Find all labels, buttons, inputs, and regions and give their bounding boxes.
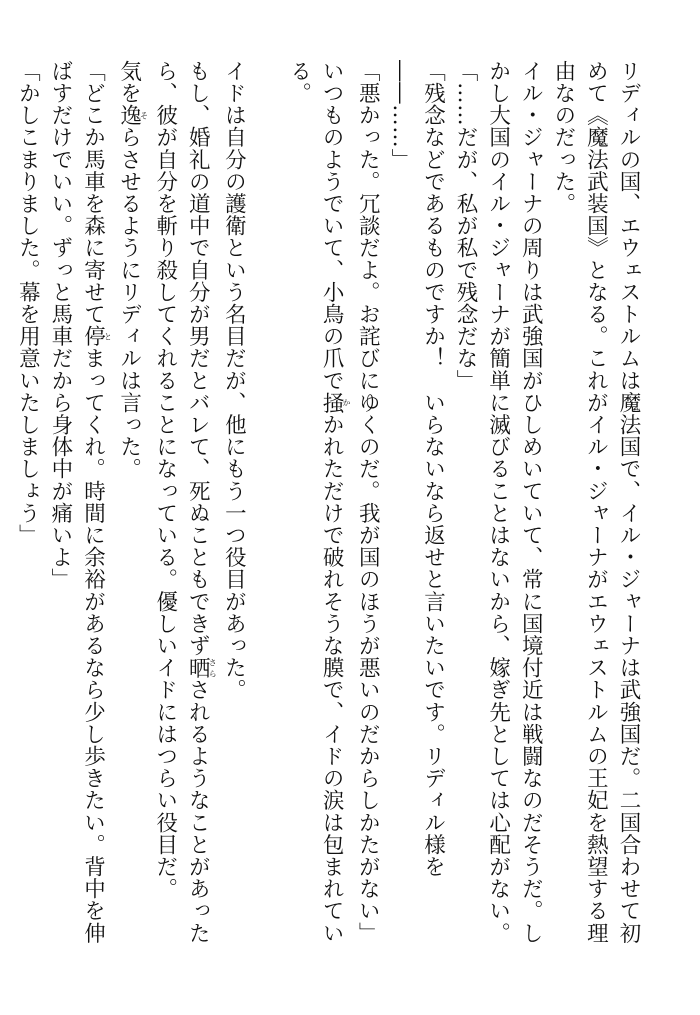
paragraph-2: イル・ジャーナの周りは武強国がひしめいていて、常に国境付近は戦闘なのだそうだ。しかし大国のイル・ジャーナが簡単に滅びることはないから、嫁ぎ先としては心配がない。	[485, 60, 544, 944]
dialogue-line-4: 「どこか馬車を森に寄せて停とまってくれ。時間に余裕があるなら少し歩きたい。背中を伸ばすだけでいい。ずっと馬車だから身体中が痛いよ」	[47, 60, 113, 945]
paragraph-4: イドは自分の護衛という名目だが、他にもう一つ役目があった。	[221, 60, 247, 701]
dialogue-line-5: 「かしこまりました。幕を用意いたしましょう」	[15, 60, 41, 547]
dialogue-line-2: 「残念などであるものですか！ いらないなら返せと言いたいです。リディル様を――……」	[387, 60, 446, 878]
ruby-to: 停と	[80, 325, 113, 348]
dialogue-line-3: 「悪かった。冗談だよ。お詫びにゆくのだ。我が国のほうが悪いのだからしかたがない」	[355, 60, 381, 944]
blank-line	[249, 60, 282, 965]
dialogue-line-1: 「……だが、私が私で残念だな」	[453, 60, 479, 392]
paragraph-3: いつものようでいて、小鳥の爪で掻かかれただけで破れそうな膜で、イドの涙は包まれている。	[286, 60, 352, 945]
ruby-sara: 晒さら	[185, 656, 218, 679]
paragraph-6: 気を逸そらさせるようにリディルは言った。	[116, 60, 149, 480]
ruby-so: 逸そ	[116, 104, 149, 127]
paragraph-5: もし、婚礼の道中で自分が男だとバレて、死ぬこともできず晒さらされるようなことがあったら、彼が自分を斬り殺してくれることになっている。優しいイドにはつらい役目だ。	[152, 60, 218, 945]
vertical-text-body	[11, 60, 644, 965]
paragraph-1: リディルの国、エウェストルムは魔法国で、イル・ジャーナは武強国だ。二国合わせて初めて《魔法武装国》となる。これがイル・ジャーナがエウェストルムの王妃を熱望する理由なのだった。	[550, 60, 641, 944]
ruby-kaku: 掻か	[319, 391, 352, 414]
